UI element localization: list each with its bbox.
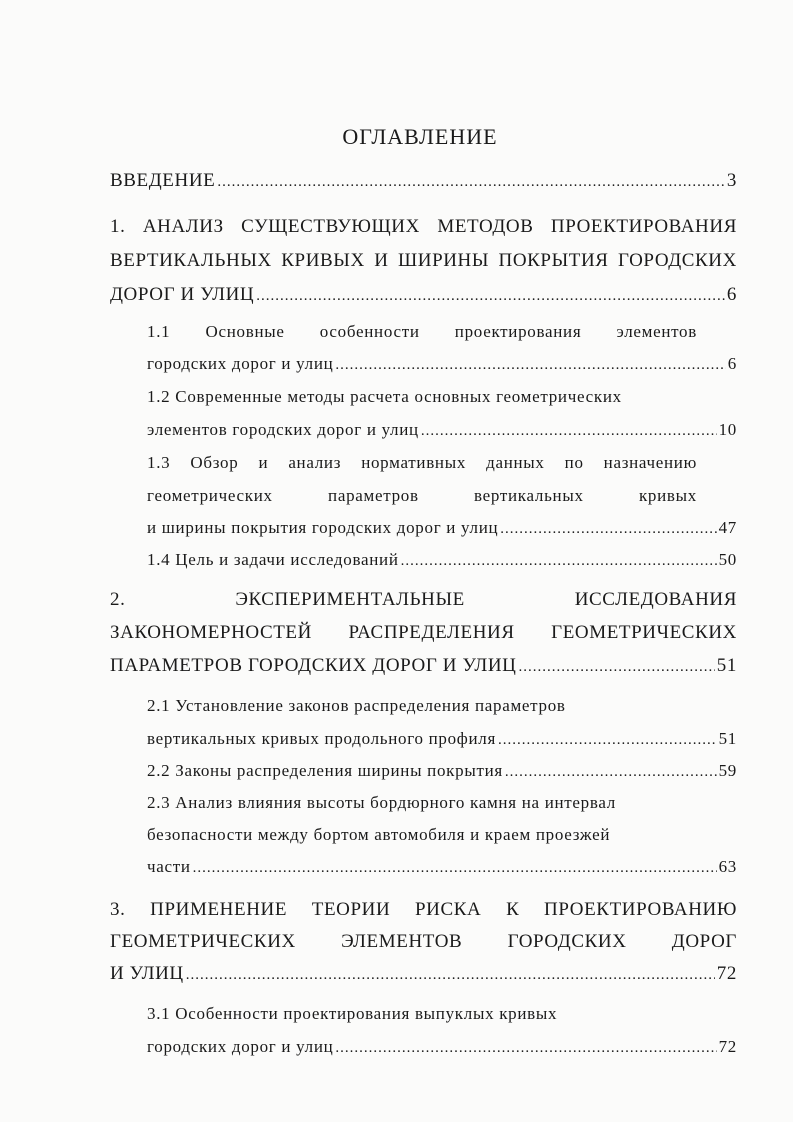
toc-entry-s2-1-line2[interactable]: [147, 729, 737, 749]
word: РАСПРЕДЕЛЕНИЯ: [348, 622, 515, 643]
word: и: [258, 453, 269, 472]
word: Основные: [205, 322, 285, 341]
entry-text: 2.2 Законы распределения ширины покрытия: [147, 761, 503, 780]
page-number: 72: [716, 963, 737, 984]
page-number: 6: [727, 354, 737, 373]
page-number: 51: [718, 729, 737, 748]
page-number: 51: [716, 655, 737, 676]
toc-entry-intro[interactable]: [110, 170, 737, 193]
word: кривых: [638, 486, 697, 505]
toc-entry-s1-line3[interactable]: [110, 284, 737, 307]
word: ГОРОДСКИХ: [618, 250, 737, 271]
word: К: [506, 899, 520, 920]
word: 1.1: [147, 322, 171, 341]
dot-leader: [498, 729, 717, 749]
page-number: 47: [718, 518, 737, 537]
toc-entry-s2-line1[interactable]: [110, 589, 737, 611]
page-number: 59: [718, 761, 737, 780]
toc-entry-s1-2-line1[interactable]: [147, 387, 737, 407]
word: ГЕОМЕТРИЧЕСКИХ: [551, 622, 737, 643]
entry-text: элементов городских дорог и улиц: [147, 420, 419, 439]
dot-leader: [505, 761, 717, 781]
word: ТЕОРИИ: [311, 899, 391, 920]
toc-entry-s1-line2[interactable]: [110, 250, 737, 272]
word: вертикальных: [474, 486, 584, 505]
page-title: ОГЛАВЛЕНИЕ: [342, 124, 498, 149]
dot-leader: [193, 857, 717, 877]
entry-text: ВВЕДЕНИЕ: [110, 170, 216, 191]
entry-text: 1.2 Современные методы расчета основных геометрических: [147, 387, 622, 406]
entry-text: вертикальных кривых продольного профиля: [147, 729, 497, 748]
toc-entry-s1-4[interactable]: [147, 550, 737, 570]
word: параметров: [328, 486, 419, 505]
page-number: 6: [726, 284, 737, 305]
dot-leader: [401, 550, 717, 570]
toc-entry-s3-line3[interactable]: [110, 963, 737, 986]
dot-leader: [500, 518, 716, 538]
word: И: [374, 250, 389, 271]
toc-entry-s2-3-line2[interactable]: [147, 825, 737, 845]
dot-leader: [256, 284, 725, 307]
toc-entry-s1-1-line1[interactable]: [147, 322, 697, 342]
entry-text: 3.1 Особенности проектирования выпуклых кривых: [147, 1004, 558, 1023]
word: ЗАКОНОМЕРНОСТЕЙ: [110, 622, 312, 643]
word: ЭКСПЕРИМЕНТАЛЬНЫЕ: [235, 589, 465, 610]
word: особенности: [319, 322, 420, 341]
entry-text: ПАРАМЕТРОВ ГОРОДСКИХ ДОРОГ И УЛИЦ: [110, 655, 517, 676]
word: ИССЛЕДОВАНИЯ: [574, 589, 737, 610]
toc-entry-s2-3-line3[interactable]: [147, 857, 737, 877]
toc-entry-s2-1-line1[interactable]: [147, 696, 737, 716]
word: 1.: [110, 216, 126, 237]
toc-entry-s2-2[interactable]: [147, 761, 737, 781]
dot-leader: [186, 963, 715, 986]
word: АНАЛИЗ: [142, 216, 224, 237]
entry-text: 2.1 Установление законов распределения параметров: [147, 696, 566, 715]
dot-leader: [421, 420, 717, 440]
toc-entry-s1-3-line3[interactable]: [147, 518, 737, 538]
toc-entry-s1-3-line2[interactable]: [147, 486, 697, 506]
word: ПРОЕКТИРОВАНИЮ: [544, 899, 737, 920]
word: ПОКРЫТИЯ: [498, 250, 609, 271]
entry-text: городских дорог и улиц: [147, 354, 334, 373]
page-number: 3: [726, 170, 737, 191]
word: 3.: [110, 899, 126, 920]
toc-entry-s2-line2[interactable]: [110, 622, 737, 644]
word: ШИРИНЫ: [397, 250, 490, 271]
word: ДОРОГ: [671, 931, 737, 952]
word: по: [564, 453, 584, 472]
toc-entry-s3-line1[interactable]: [110, 899, 737, 921]
word: МЕТОДОВ: [437, 216, 534, 237]
page-number: 10: [718, 420, 737, 439]
word: СУЩЕСТВУЮЩИХ: [241, 216, 420, 237]
word: ГЕОМЕТРИЧЕСКИХ: [110, 931, 296, 952]
entry-text: и ширины покрытия городских дорог и улиц: [147, 518, 499, 537]
word: проектирования: [454, 322, 582, 341]
toc-entry-s3-line2[interactable]: [110, 931, 737, 953]
page-number: 72: [718, 1037, 737, 1056]
word: ПРИМЕНЕНИЕ: [150, 899, 288, 920]
toc-entry-s3-1-line2[interactable]: [147, 1037, 737, 1057]
word: нормативных: [361, 453, 467, 472]
dot-leader: [519, 655, 715, 678]
word: данных: [486, 453, 545, 472]
word: элементов: [616, 322, 697, 341]
word: геометрических: [147, 486, 273, 505]
word: ПРОЕКТИРОВАНИЯ: [550, 216, 737, 237]
word: анализ: [288, 453, 342, 472]
entry-text: ДОРОГ И УЛИЦ: [110, 284, 255, 305]
entry-text: 1.4 Цель и задачи исследований: [147, 550, 399, 569]
word: ВЕРТИКАЛЬНЫХ: [110, 250, 272, 271]
toc-entry-s1-1-line2[interactable]: [147, 354, 737, 374]
word: ГОРОДСКИХ: [507, 931, 627, 952]
word: назначению: [603, 453, 697, 472]
toc-entry-s1-line1[interactable]: [110, 216, 737, 238]
word: 1.3: [147, 453, 171, 472]
dot-leader: [335, 1037, 716, 1057]
entry-text: И УЛИЦ: [110, 963, 184, 984]
page-number: 50: [718, 550, 737, 569]
word: Обзор: [190, 453, 239, 472]
dot-leader: [335, 354, 725, 374]
entry-text: городских дорог и улиц: [147, 1037, 334, 1056]
toc-entry-s1-3-line1[interactable]: [147, 453, 697, 473]
toc-entry-s2-line3[interactable]: [110, 655, 737, 678]
toc-entry-s1-2-line2[interactable]: [147, 420, 737, 440]
toc-entry-s2-3-line1[interactable]: [147, 793, 737, 813]
dot-leader: [217, 170, 725, 193]
entry-text: 2.3 Анализ влияния высоты бордюрного камня на интервал: [147, 793, 616, 812]
word: КРИВЫХ: [281, 250, 365, 271]
word: ЭЛЕМЕНТОВ: [341, 931, 463, 952]
word: РИСКА: [415, 899, 482, 920]
toc-entry-s3-1-line1[interactable]: [147, 1004, 737, 1024]
word: 2.: [110, 589, 126, 610]
entry-text: безопасности между бортом автомобиля и краем проезжей: [147, 825, 611, 844]
page-number: 63: [718, 857, 737, 876]
entry-text: части: [147, 857, 191, 876]
